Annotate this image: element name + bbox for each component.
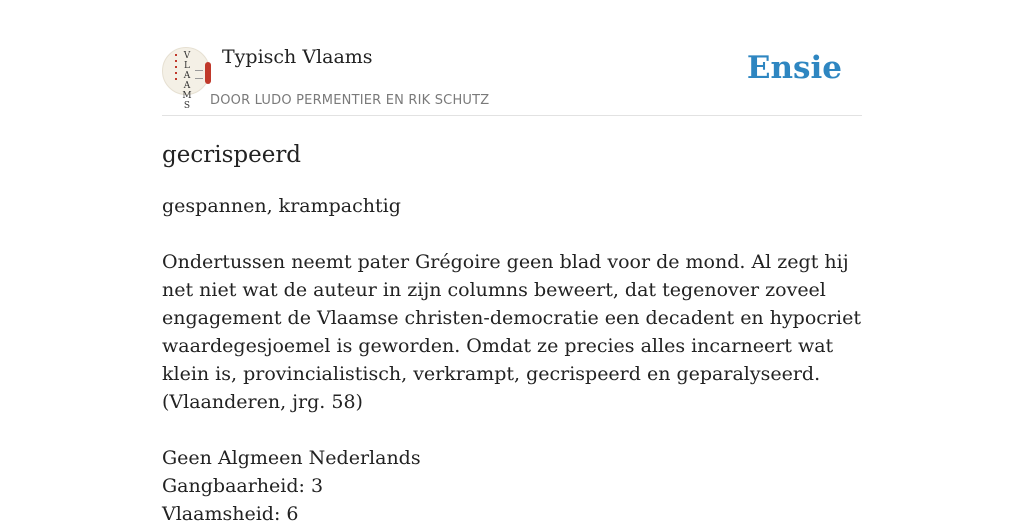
usage-note: Geen Algmeen Nederlands <box>162 447 421 469</box>
logo-vertical-text <box>182 51 192 111</box>
entry-definition: gespannen, krampachtig <box>162 195 401 217</box>
byline: DOOR LUDO PERMENTIER EN RIK SCHUTZ <box>210 93 490 108</box>
logo-lines <box>195 70 203 79</box>
page-header <box>162 0 862 116</box>
brand-logo-link[interactable]: Ensie <box>746 50 842 86</box>
entry-content <box>162 138 862 528</box>
logo-red-edge <box>205 62 211 84</box>
book-cover-logo[interactable] <box>162 47 210 111</box>
quote-source: (Vlaanderen, jrg. 58) <box>162 391 363 413</box>
example-quote: Ondertussen neemt pater Grégoire geen blad voor de mond. Al zegt hij net niet wat de auteur in zijn columns beweert, dat tegenover zoveel engagement de Vlaamse christen-democratie een decadent en hypocriet waardegesjoemel is geworden. Omdat ze precies alles incarneert wat klein is, provincialistisch, verkrampt, gecrispeerd en geparalyseerd. <box>162 251 861 385</box>
gangbaarheid-rating: Gangbaarheid: 3 <box>162 475 324 497</box>
logo-letters: VLAAMS <box>182 51 192 111</box>
site-title[interactable]: Typisch Vlaams <box>222 46 373 68</box>
entry-term: gecrispeerd <box>162 142 302 168</box>
vlaamsheid-rating: Vlaamsheid: 6 <box>162 503 299 525</box>
logo-decoration <box>175 54 177 84</box>
entry-meta <box>162 444 862 528</box>
